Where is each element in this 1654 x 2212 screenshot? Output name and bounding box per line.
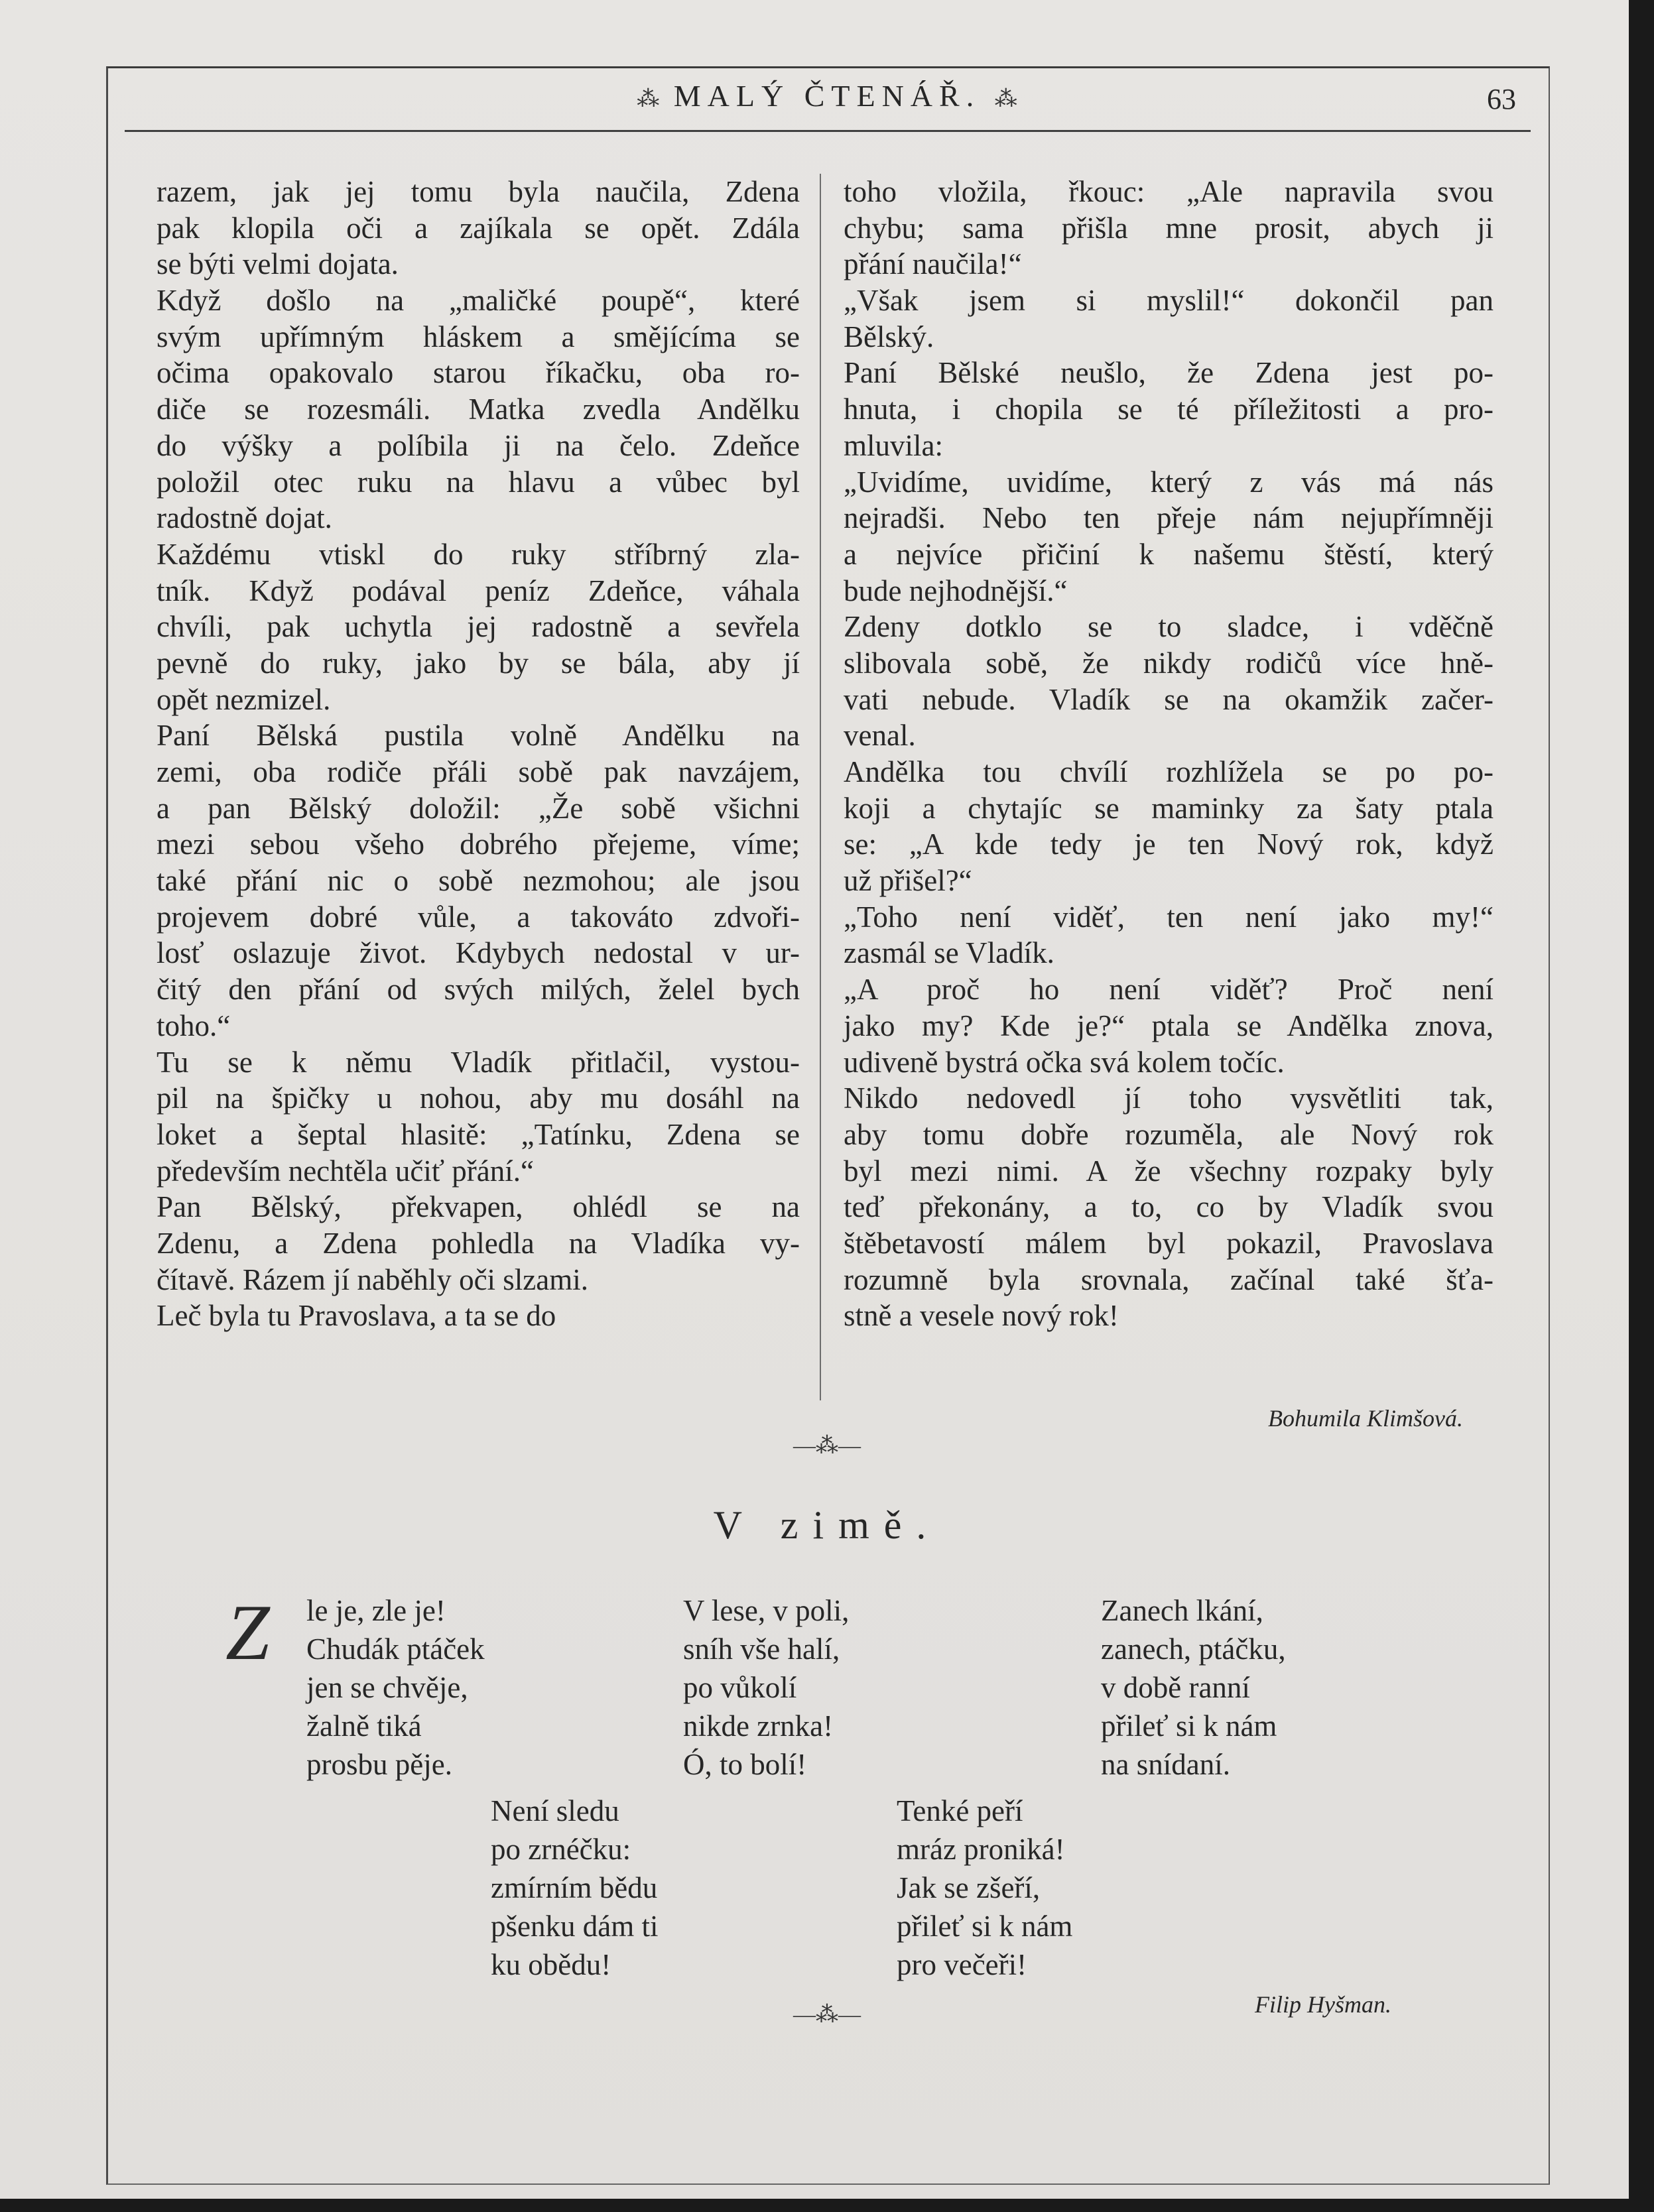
- text-line: hnuta, i chopila se té příležitosti a pro-: [844, 393, 1494, 426]
- text-line: nejradši. Nebo ten přeje nám nejupřímněji: [844, 501, 1494, 535]
- poem-line: Není sledu: [491, 1794, 619, 1827]
- poem-line: v době ranní: [1101, 1671, 1250, 1704]
- poem-line: nikde zrnka!: [683, 1709, 834, 1743]
- poem-line: mráz proniká!: [897, 1833, 1065, 1866]
- poem-line: Zanech lkání,: [1101, 1594, 1263, 1627]
- poem-line: zmírním bědu: [491, 1871, 658, 1904]
- text-line: Když došlo na „maličké poupě“, které: [157, 284, 800, 318]
- text-line: „Však jsem si myslil!“ dokončil pan: [844, 284, 1494, 318]
- scan-border-bottom: [0, 2199, 1654, 2212]
- text-line: mluvila:: [844, 428, 943, 462]
- story-author-signature: Bohumila Klimšová.: [1268, 1405, 1463, 1432]
- text-line: očima opakovalo starou říkačku, oba ro-: [157, 356, 800, 390]
- poem-line: Chudák ptáček: [306, 1632, 485, 1666]
- text-line: slibovala sobě, že nikdy rodičů více hně-: [844, 646, 1494, 680]
- text-line: také přání nic o sobě nezmohou; ale jsou: [157, 864, 800, 898]
- right-text-column: [844, 174, 1494, 1334]
- poem-line: V lese, v poli,: [683, 1594, 850, 1627]
- poem-line: žalně tiká: [306, 1709, 422, 1743]
- text-line: radostně dojat.: [157, 501, 332, 535]
- text-line: aby tomu dobře rozuměla, ale Nový rok: [844, 1117, 1494, 1151]
- text-line: se: „A kde tedy je ten Nový rok, když: [844, 828, 1494, 861]
- text-line: Paní Bělské neušlo, že Zdena jest po-: [844, 356, 1494, 390]
- scan-border-right: [1629, 0, 1654, 2212]
- poem-line: pšenku dám ti: [491, 1910, 659, 1943]
- text-line: stně a vesele nový rok!: [844, 1299, 1119, 1333]
- poem-line: Jak se zšeří,: [897, 1871, 1041, 1904]
- text-line: Leč byla tu Pravoslava, a ta se do: [157, 1299, 556, 1333]
- text-line: čítavě. Rázem jí naběhly oči slzami.: [157, 1262, 589, 1296]
- section-separator-top: —⁂—: [793, 1434, 861, 1458]
- poem-line: jen se chvěje,: [306, 1671, 468, 1704]
- poem-author-signature: Filip Hyšman.: [1255, 1991, 1391, 2018]
- text-line: už přišel?“: [844, 864, 972, 898]
- text-line: chybu; sama přišla mne prosit, abych ji: [844, 211, 1494, 245]
- poem-line: přileť si k nám: [897, 1910, 1073, 1943]
- text-line: čitý den přání od svých milých, želel bych: [157, 973, 800, 1007]
- text-line: Tu se k němu Vladík přitlačil, vystou-: [157, 1045, 800, 1079]
- text-line: diče se rozesmáli. Matka zvedla Andělku: [157, 393, 800, 426]
- text-line: byl mezi nimi. A že všechny rozpaky byly: [844, 1154, 1494, 1188]
- text-line: koji a chytajíc se maminky za šaty ptala: [844, 791, 1494, 825]
- section-separator-bottom: —⁂—: [793, 2002, 861, 2027]
- poem-line: po vůkolí: [683, 1671, 797, 1704]
- magazine-title: MALÝ ČTENÁŘ.: [673, 79, 981, 113]
- header-rule: [125, 130, 1531, 132]
- text-line: Pan Bělský, překvapen, ohlédl se na: [157, 1190, 800, 1224]
- text-line: bude nejhodnější.“: [844, 574, 1068, 607]
- text-line: svým upřímným hláskem a smějícíma se: [157, 320, 800, 353]
- text-line: venal.: [844, 719, 916, 753]
- text-line: pevně do ruky, jako by se bála, aby jí: [157, 646, 800, 680]
- poem-line: zanech, ptáčku,: [1101, 1632, 1286, 1666]
- poem-line: přileť si k nám: [1101, 1709, 1277, 1743]
- poem-stanza-5: [897, 1792, 1072, 1984]
- text-line: razem, jak jej tomu byla naučila, Zdena: [157, 175, 800, 208]
- poem-stanza-1: [306, 1591, 485, 1784]
- text-line: projevem dobré vůle, a takováto zdvoři-: [157, 900, 800, 934]
- poem-line: pro večeři!: [897, 1948, 1027, 1981]
- header-ornament-right: ⁂: [994, 87, 1017, 111]
- poem-line: ku obědu!: [491, 1948, 611, 1981]
- text-line: „Uvidíme, uvidíme, který z vás má nás: [844, 465, 1494, 499]
- text-line: položil otec ruku na hlavu a vůbec byl: [157, 465, 800, 499]
- poem-line: Ó, to bolí!: [683, 1748, 807, 1781]
- text-line: teď překonány, a to, co by Vladík svou: [844, 1190, 1494, 1224]
- text-line: jako my? Kde je?“ ptala se Andělka znova,: [844, 1009, 1494, 1042]
- running-header: [0, 78, 1654, 113]
- poem-line: prosbu pěje.: [306, 1748, 452, 1781]
- text-line: štěbetavostí málem byl pokazil, Pravoslava: [844, 1226, 1494, 1260]
- text-line: především nechtěla učiť přání.“: [157, 1154, 534, 1188]
- poem-line: po zrnéčku:: [491, 1833, 631, 1866]
- header-ornament-left: ⁂: [637, 87, 660, 111]
- text-line: se býti velmi dojata.: [157, 247, 399, 281]
- text-line: udiveně bystrá očka svá kolem točíc.: [844, 1045, 1285, 1079]
- text-line: a nejvíce přičiní k našemu štěstí, který: [844, 537, 1494, 571]
- poem-stanza-2: [683, 1591, 849, 1784]
- text-line: zasmál se Vladík.: [844, 936, 1054, 970]
- text-line: rozumně byla srovnala, začínal také šťa-: [844, 1262, 1494, 1296]
- poem-stanza-4: [491, 1792, 658, 1984]
- page-number: 63: [1487, 83, 1516, 115]
- text-line: „A proč ho není viděť? Proč není: [844, 973, 1494, 1007]
- text-line: losť oslazuje život. Kdybych nedostal v ur-: [157, 936, 800, 970]
- text-line: Nikdo nedovedl jí toho vysvětliti tak,: [844, 1081, 1494, 1115]
- poem-line: sníh vše halí,: [683, 1632, 840, 1666]
- text-line: toho.“: [157, 1009, 231, 1042]
- text-line: vati nebude. Vladík se na okamžik začer-: [844, 682, 1494, 716]
- poem-line: na snídaní.: [1101, 1748, 1230, 1781]
- text-line: Bělský.: [844, 320, 934, 353]
- text-line: přání naučila!“: [844, 247, 1022, 281]
- text-line: pak klopila oči a zajíkala se opět. Zdála: [157, 211, 800, 245]
- left-text-column: [157, 174, 800, 1334]
- poem-stanza-3: [1101, 1591, 1286, 1784]
- text-line: a pan Bělský doložil: „Že sobě všichni: [157, 791, 800, 825]
- text-line: „Toho není viděť, ten není jako my!“: [844, 900, 1494, 934]
- text-line: mezi sebou všeho dobrého přejeme, víme;: [157, 828, 800, 861]
- poem-dropcap: Z: [225, 1588, 270, 1676]
- text-line: tník. Když podával peníz Zdeňce, váhala: [157, 574, 800, 607]
- text-line: Andělka tou chvílí rozhlížela se po po-: [844, 755, 1494, 788]
- poem-title: V zimě.: [713, 1503, 941, 1547]
- text-line: Zdenu, a Zdena pohledla na Vladíka vy-: [157, 1226, 800, 1260]
- poem-line: le je, zle je!: [306, 1594, 446, 1627]
- text-line: Paní Bělská pustila volně Andělku na: [157, 719, 800, 753]
- column-divider: [820, 174, 821, 1400]
- text-line: Každému vtiskl do ruky stříbrný zla-: [157, 537, 800, 571]
- text-line: toho vložila, řkouc: „Ale napravila svou: [844, 175, 1494, 208]
- text-line: chvíli, pak uchytla jej radostně a sevřela: [157, 610, 800, 644]
- text-line: pil na špičky u nohou, aby mu dosáhl na: [157, 1081, 800, 1115]
- text-line: zemi, oba rodiče přáli sobě pak navzájem,: [157, 755, 800, 788]
- text-line: do výšky a políbila ji na čelo. Zdeňce: [157, 428, 800, 462]
- text-line: loket a šeptal hlasitě: „Tatínku, Zdena se: [157, 1117, 800, 1151]
- text-line: Zdeny dotklo se to sladce, i vděčně: [844, 610, 1494, 644]
- text-line: opět nezmizel.: [157, 682, 331, 716]
- poem-line: Tenké peří: [897, 1794, 1023, 1827]
